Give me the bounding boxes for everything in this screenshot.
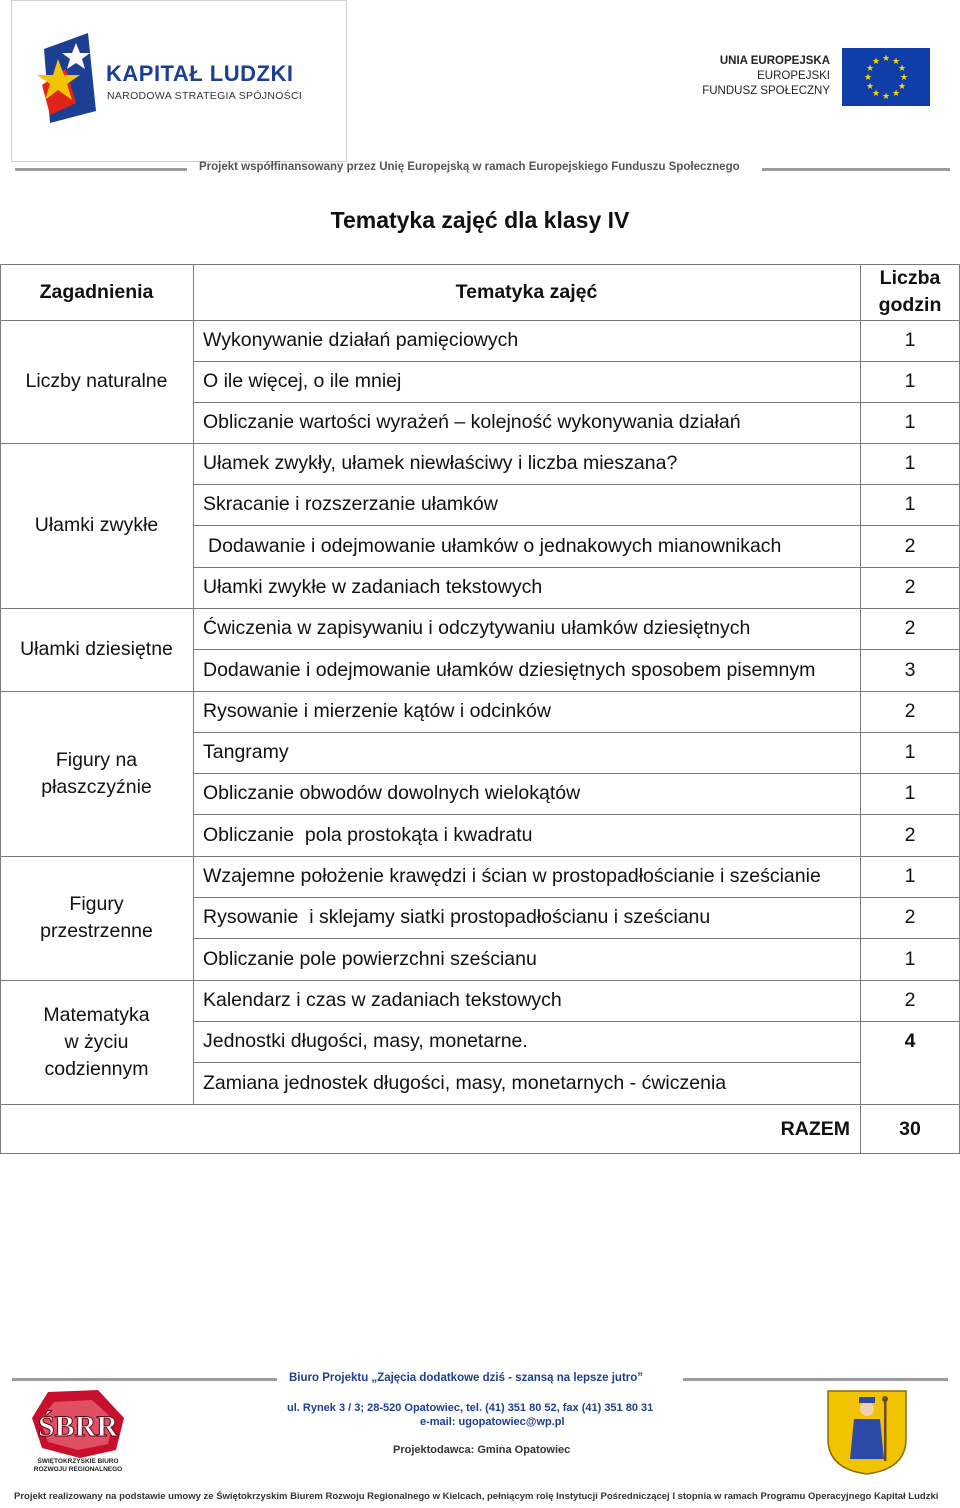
grid-line — [0, 264, 960, 265]
grid-line — [193, 649, 960, 650]
sbrr-logo-text: ŚBRR — [37, 1410, 119, 1443]
hours-cell: 1 — [904, 865, 916, 887]
grid-line — [193, 402, 960, 403]
svg-text:★: ★ — [871, 57, 881, 67]
hours-cell: 1 — [904, 782, 916, 804]
topic-row: Wzajemne położenie krawędzi i ścian w prostopadłościanie i sześcianie — [203, 865, 821, 887]
hours-cell: 2 — [904, 576, 916, 598]
svg-text:★: ★ — [897, 82, 907, 92]
grid-line — [0, 320, 960, 321]
hours-cell: 2 — [904, 617, 916, 639]
topic-row: Ułamki zwykłe w zadaniach tekstowych — [203, 576, 543, 598]
page-title: Tematyka zajęć dla klasy IV — [330, 207, 630, 233]
footer-note: Projekt realizowany na podstawie umowy ze Świętokrzyskim Biurem Rozwoju Regionalnego w Kielcach, pełniącym rolę Instytucji Pośredniczącej I stopnia w ramach Programu Operacyjnego Kapitał Ludzki — [14, 1491, 939, 1502]
svg-text:★: ★ — [863, 73, 873, 83]
hours-cell: 2 — [904, 906, 916, 928]
svg-text:★: ★ — [891, 89, 901, 99]
hours-cell: 1 — [904, 493, 916, 515]
header-tematyka: Tematyka zajęć — [455, 280, 598, 303]
category-figury-przestrzenne: Figury przestrzenne — [40, 893, 153, 942]
grid-line — [193, 732, 960, 733]
svg-text:★: ★ — [865, 82, 875, 92]
svg-text:★: ★ — [899, 73, 909, 83]
hours-cell: 1 — [904, 411, 916, 433]
hours-cell: 4 — [904, 1030, 916, 1052]
sbrr-caption: ŚWIĘTOKRZYSKIE BIURO ROZWOJU REGIONALNEGO — [33, 1458, 123, 1473]
project-office: Biuro Projektu „Zajęcia dodatkowe dziś - szansą na lepsze jutro” — [289, 1372, 644, 1384]
category-liczby-naturalne: Liczby naturalne — [25, 370, 168, 392]
topic-row: Obliczanie wartości wyrażeń – kolejność wykonywania działań — [203, 411, 741, 433]
category-figury-na-plaszczyznie: Figury na płaszczyźnie — [41, 748, 152, 798]
footer-rule-right — [683, 1378, 948, 1381]
grid-line — [193, 361, 960, 362]
svg-text:★: ★ — [871, 89, 881, 99]
eu-line2: EUROPEJSKI — [757, 70, 830, 82]
topic-row: Jednostki długości, masy, monetarne. — [203, 1030, 528, 1052]
grid-line — [0, 856, 193, 857]
grid-line — [0, 608, 193, 609]
grid-line — [0, 691, 193, 692]
hours-cell: 3 — [904, 659, 916, 681]
eu-flag-icon — [842, 48, 930, 106]
grid-line — [193, 938, 960, 939]
address-line: ul. Rynek 3 / 3; 28-520 Opatowiec, tel. (41) 351 80 52, fax (41) 351 80 31 — [287, 1402, 654, 1414]
category-matematyka-w-zyciu: Matematyka w życiu codziennym — [43, 1003, 150, 1080]
grid-line — [0, 980, 193, 981]
topic-row: Dodawanie i odejmowanie ułamków dziesiętnych sposobem pisemnym — [203, 659, 816, 681]
hours-cell: 2 — [904, 700, 916, 722]
office-address — [287, 1401, 653, 1429]
grid-line — [193, 608, 960, 609]
grid-line — [0, 264, 1, 1154]
hours-cell: 1 — [904, 370, 916, 392]
svg-text:★: ★ — [865, 64, 875, 74]
topic-row: Obliczanie pole powierzchni sześcianu — [203, 948, 537, 970]
hours-cell: 2 — [904, 824, 916, 846]
total-value: 30 — [899, 1117, 921, 1140]
hours-cell: 2 — [904, 989, 916, 1011]
grid-line — [193, 1021, 960, 1022]
category-ulamki-zwykle: Ułamki zwykłe — [34, 514, 159, 536]
topic-row: Ćwiczenia w zapisywaniu i odczytywaniu ułamków dziesiętnych — [203, 617, 751, 639]
grid-line — [193, 264, 194, 1104]
header-rule-left — [15, 168, 187, 171]
hours-cell: 2 — [904, 535, 916, 557]
grid-line — [193, 525, 960, 526]
topic-row: Dodawanie i odejmowanie ułamków o jednakowych mianownikach — [208, 535, 782, 557]
kl-title: KAPITAŁ LUDZKI — [106, 61, 294, 86]
topic-row: O ile więcej, o ile mniej — [203, 370, 402, 392]
grid-line — [193, 897, 960, 898]
schedule-table — [0, 264, 960, 1154]
grid-line — [0, 1104, 960, 1105]
topic-row: Tangramy — [203, 741, 289, 763]
topic-row: Skracanie i rozszerzanie ułamków — [203, 493, 498, 515]
svg-text:★: ★ — [891, 57, 901, 67]
beneficiary: Projektodawca: Gmina Opatowiec — [393, 1444, 571, 1456]
hours-cell: 1 — [904, 741, 916, 763]
category-ulamki-dziesietne: Ułamki dziesiętne — [20, 638, 173, 660]
grid-line — [193, 773, 960, 774]
kapital-ludzki-logo-box — [11, 0, 347, 162]
grid-line — [193, 814, 960, 815]
kl-subtitle: NARODOWA STRATEGIA SPÓJNOŚCI — [107, 90, 303, 102]
svg-text:★: ★ — [881, 92, 891, 102]
footer-rule-left — [12, 1378, 277, 1381]
header-zagadnienia: Zagadnienia — [39, 280, 154, 303]
grid-line — [193, 443, 960, 444]
grid-line — [193, 484, 960, 485]
hours-cell: 1 — [904, 452, 916, 474]
topic-row: Obliczanie obwodów dowolnych wielokątów — [203, 782, 581, 804]
topic-row: Obliczanie pola prostokąta i kwadratu — [203, 824, 533, 846]
topic-row: Ułamek zwykły, ułamek niewłaściwy i liczba mieszana? — [203, 452, 678, 474]
grid-line — [0, 1153, 960, 1154]
topic-row: Wykonywanie działań pamięciowych — [203, 329, 519, 351]
eu-line3: FUNDUSZ SPOŁECZNY — [702, 85, 830, 97]
header-liczba-godzin: Liczba godzin — [878, 267, 942, 316]
hours-cell: 1 — [904, 948, 916, 970]
hours-cell — [860, 1062, 960, 1104]
topic-row: Rysowanie i mierzenie kątów i odcinków — [203, 700, 551, 722]
topic-row: Kalendarz i czas w zadaniach tekstowych — [203, 989, 562, 1011]
svg-text:★: ★ — [897, 64, 907, 74]
total-label: RAZEM — [780, 1117, 850, 1140]
eu-text — [702, 54, 830, 99]
grid-line — [0, 443, 193, 444]
cofinance-note: Projekt współfinansowany przez Unię Europejską w ramach Europejskiego Funduszu Społecznego — [199, 161, 740, 173]
grid-line — [193, 567, 960, 568]
hours-cell: 1 — [904, 329, 916, 351]
grid-line — [193, 980, 960, 981]
eu-line1: UNIA EUROPEJSKA — [719, 55, 830, 67]
topic-row: Zamiana jednostek długości, masy, monetarnych - ćwiczenia — [203, 1071, 727, 1094]
grid-line — [193, 1062, 860, 1063]
grid-line — [193, 691, 960, 692]
header-rule-right — [762, 168, 950, 171]
grid-line — [193, 856, 960, 857]
kapital-ludzki-logo-icon — [36, 29, 106, 127]
coat-of-arms-icon — [826, 1389, 908, 1475]
svg-text:★: ★ — [881, 54, 891, 64]
topic-row: Rysowanie i sklejamy siatki prostopadłościanu i sześcianu — [203, 906, 711, 928]
email-line: e-mail: ugopatowiec@wp.pl — [420, 1416, 565, 1428]
